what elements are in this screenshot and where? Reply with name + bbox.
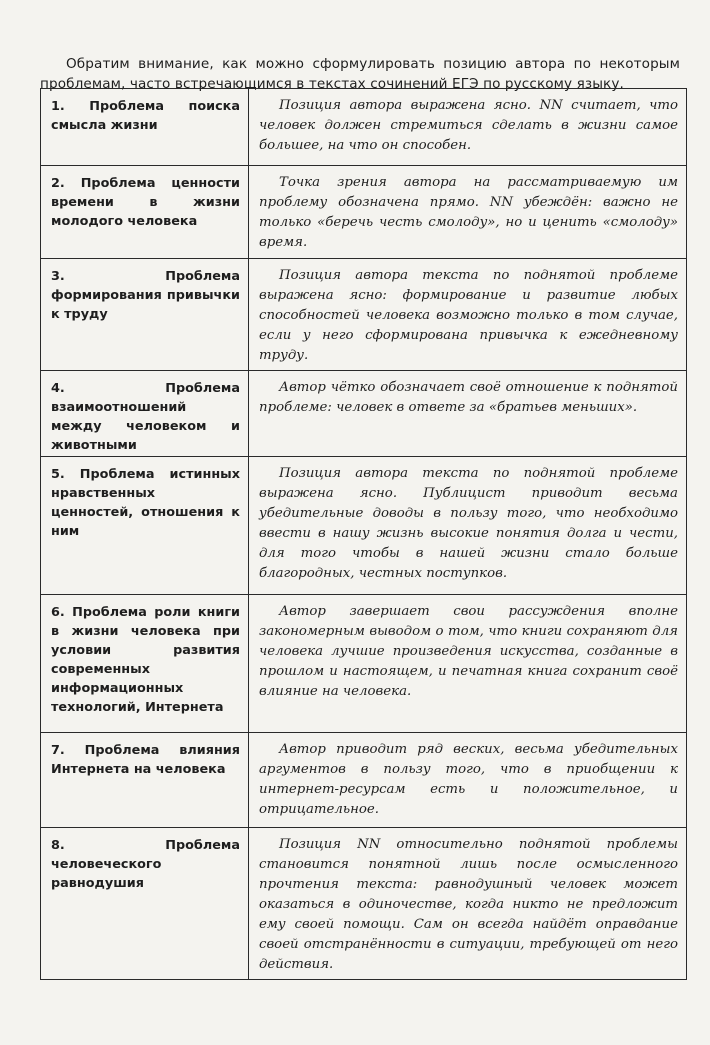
- problem-cell: 4. Проблема взаимоотношений между человеком и животными: [41, 371, 249, 457]
- author-position-cell: Автор приводит ряд веских, весьма убедительных аргументов в пользу того, что в приобщении к интернет-ресурсам есть и положительное, и отрицательное.: [249, 733, 687, 828]
- problem-cell: 2. Проблема ценности времени в жизни молодого человека: [41, 166, 249, 259]
- table-row: [41, 457, 687, 595]
- problems-table: [40, 88, 687, 980]
- problem-cell: 1. Проблема поиска смысла жизни: [41, 89, 249, 166]
- author-position-cell: Точка зрения автора на рассматриваемую им проблему обозначена прямо. NN убеждён: важно не только «беречь честь смолоду», но и ценить «смолоду» время.: [249, 166, 687, 259]
- problem-cell: 7. Проблема влияния Интернета на человека: [41, 733, 249, 828]
- author-position-cell: Автор завершает свои рассуждения вполне закономерным выводом о том, что книги сохраняют для человека лучшие произведения искусства, созданные в прошлом и настоящем, и печатная книга сохранит своё влияние на человека.: [249, 595, 687, 733]
- table-row: [41, 89, 687, 166]
- table-row: [41, 259, 687, 371]
- author-position-cell: Позиция NN относительно поднятой проблемы становится понятной лишь после осмысленного прочтения текста: равнодушный человек может оказаться в одиночестве, когда никто не предложит ему своей помощи. Сам он всегда найдёт оправдание своей отстранённости в ситуации, требующей от него действия.: [249, 828, 687, 980]
- table-row: [41, 733, 687, 828]
- problem-cell: 3. Проблема формирования привычки к труду: [41, 259, 249, 371]
- problem-cell: 5. Проблема истинных нравственных ценностей, отношения к ним: [41, 457, 249, 595]
- author-position-cell: Позиция автора выражена ясно. NN считает, что человек должен стремиться сделать в жизни самое большее, на что он способен.: [249, 89, 687, 166]
- author-position-cell: Позиция автора текста по поднятой проблеме выражена ясно. Публицист приводит весьма убедительные доводы в пользу того, что необходимо ввести в нашу жизнь высокие понятия долга и чести, для того чтобы в нашей жизни стало больше благородных, честных поступков.: [249, 457, 687, 595]
- author-position-cell: Позиция автора текста по поднятой проблеме выражена ясно: формирование и развитие любых способностей человека возможно только в том случае, если у него сформирована привычка к ежедневному труду.: [249, 259, 687, 371]
- problem-cell: 6. Проблема роли книги в жизни человека при условии развития современных информационных технологий, Интернета: [41, 595, 249, 733]
- table-row: [41, 595, 687, 733]
- table-row: [41, 371, 687, 457]
- author-position-cell: Автор чётко обозначает своё отношение к поднятой проблеме: человек в ответе за «братьев меньших».: [249, 371, 687, 457]
- table-row: [41, 828, 687, 980]
- intro-paragraph: Обратим внимание, как можно сформулировать позицию автора по некоторым проблемам, часто встречающимся в текстах сочинений ЕГЭ по русскому языку.: [40, 55, 680, 92]
- table-row: [41, 166, 687, 259]
- problem-cell: 8. Проблема человеческого равнодушия: [41, 828, 249, 980]
